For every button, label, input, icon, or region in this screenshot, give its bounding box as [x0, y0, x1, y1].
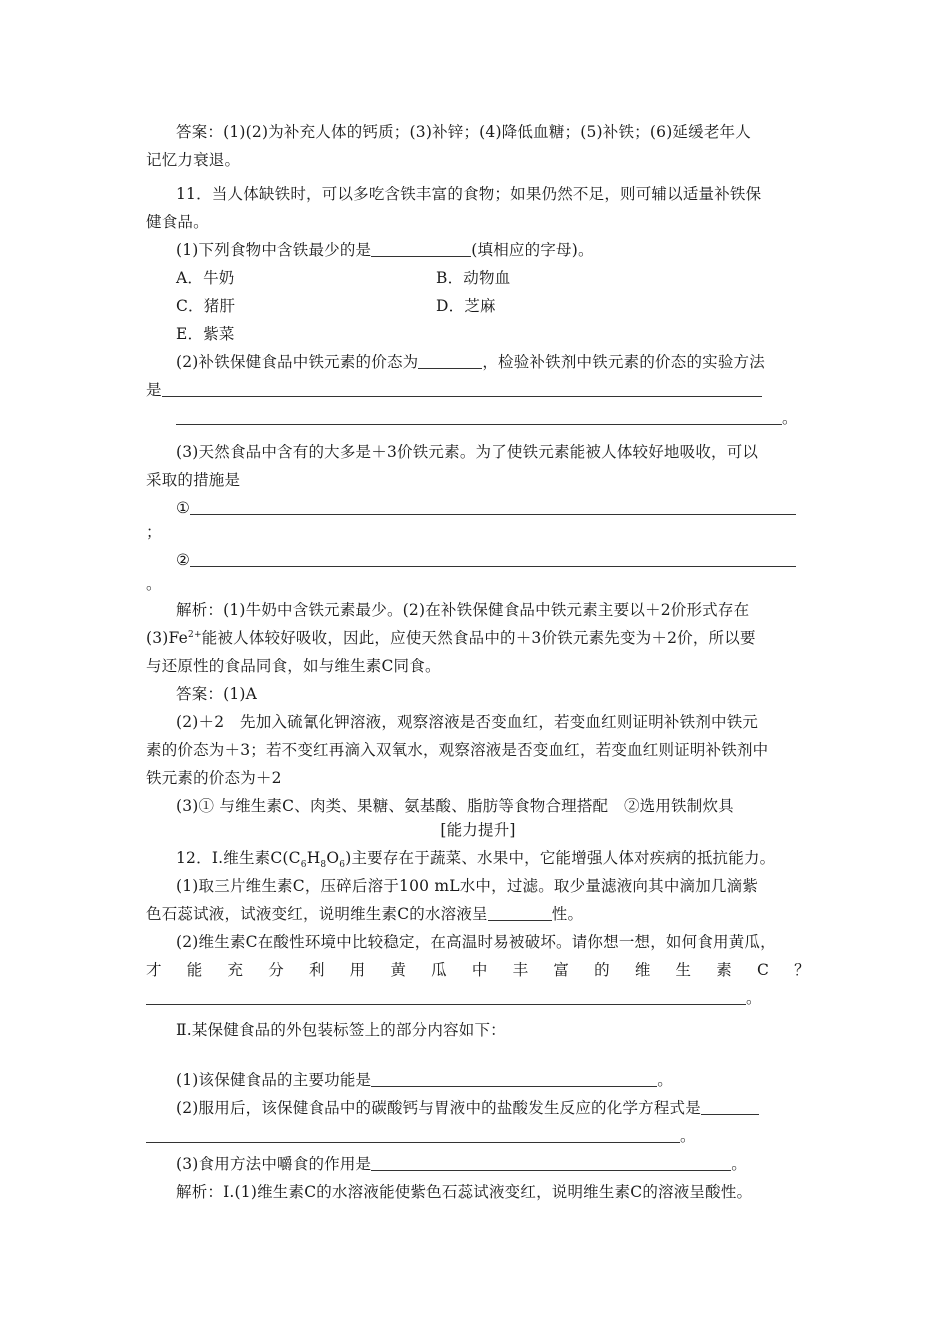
- question-11-part2-line1: [176, 348, 810, 376]
- char: 生: [675, 961, 692, 979]
- answer-11-part2-line3: 铁元素的价态为＋2: [146, 769, 282, 787]
- char: 能: [186, 961, 203, 979]
- answer-blank[interactable]: [371, 1070, 657, 1087]
- options-row-cd: [176, 292, 810, 320]
- option-c: C．猪肝: [176, 297, 236, 315]
- question-12-part2-line3: [146, 984, 810, 1012]
- answer-11-part3: (3)① 与维生素C、肉类、果糖、氨基酸、脂肪等食物合理搭配 ②选用铁制炊具: [176, 797, 734, 815]
- q12-prefix: 12．Ⅰ.维生素C(C: [176, 849, 301, 867]
- spaced-text: [146, 956, 810, 984]
- q12-II-2-prefix: (2)服用后，该保健食品中的碳酸钙与胃液中的盐酸发生反应的化学方程式是: [176, 1099, 701, 1117]
- answer-blank[interactable]: [190, 498, 796, 515]
- answer-blank[interactable]: [146, 988, 746, 1005]
- q12-o: O: [326, 849, 340, 867]
- circle-2: ②: [176, 551, 191, 569]
- char: 充: [227, 961, 244, 979]
- question-11-part3-line1: (3)天然食品中含有的大多是＋3价铁元素。为了使铁元素能被人体较好地吸收，可以: [176, 443, 759, 461]
- q11-2-is: 是: [146, 381, 162, 399]
- question-12-part2-line2: [146, 956, 810, 984]
- question-11-line2: 健食品。: [146, 213, 209, 231]
- answer-10-line1: 答案：(1)(2)为补充人体的钙质；(3)补锌；(4)降低血糖；(5)补铁；(6)延缓老年人: [176, 123, 751, 141]
- question-12-II-part3: [176, 1150, 810, 1178]
- option-b: B．动物血: [436, 269, 511, 287]
- char: 用: [349, 961, 366, 979]
- question-12-line1: [176, 844, 810, 872]
- q12-1-prefix: 色石蕊试液，试液变红，说明维生素C的水溶液呈: [146, 905, 488, 923]
- period: 。: [731, 1155, 747, 1173]
- period: 。: [746, 989, 762, 1007]
- analysis-11-line3: 与还原性的食品同食，如与维生素C同食。: [146, 657, 441, 675]
- char: 中: [471, 961, 488, 979]
- answer-blank[interactable]: [418, 352, 482, 369]
- question-12-II-part1: [176, 1066, 810, 1094]
- options-row-e: [176, 320, 810, 348]
- q12-II-3-prefix: (3)食用方法中嚼食的作用是: [176, 1155, 372, 1173]
- answer-blank[interactable]: [371, 1154, 731, 1171]
- char: 黄: [390, 961, 407, 979]
- answer-10-line2: 记忆力衰退。: [146, 151, 241, 169]
- question-12-II-part2-line2: [146, 1122, 810, 1150]
- answer-11-part1: 答案：(1)A: [176, 685, 258, 703]
- period: 。: [657, 1071, 673, 1089]
- char: 才: [146, 961, 162, 979]
- answer-11-part2-line1: (2)＋2 先加入硫氰化钾溶液，观察溶液是否变血红，若变血红则证明补铁剂中铁元: [176, 713, 759, 731]
- answer-blank[interactable]: [701, 1098, 759, 1115]
- char: 利: [308, 961, 325, 979]
- question-11-part2-line3: [176, 404, 810, 432]
- answer-blank[interactable]: [162, 380, 762, 397]
- option-d: D．芝麻: [436, 297, 496, 315]
- analysis-11-prefix: (3)Fe: [146, 629, 189, 647]
- answer-blank[interactable]: [176, 408, 782, 425]
- q11-2-middle: ，检验补铁剂中铁元素的价态的实验方法: [482, 353, 765, 371]
- question-12-part1-line1: (1)取三片维生素C，压碎后溶于100 mL水中，过滤。取少量滤液向其中滴加几滴紫: [176, 877, 759, 895]
- char: 丰: [512, 961, 529, 979]
- period: 。: [782, 409, 798, 427]
- circle-1: ①: [176, 499, 191, 517]
- question-11-part2-line2: [146, 376, 810, 404]
- question-11-line1: 11．当人体缺铁时，可以多吃含铁丰富的食物；如果仍然不足，则可辅以适量补铁保: [176, 185, 762, 203]
- answer-blank[interactable]: [146, 1126, 680, 1143]
- answer-blank[interactable]: [371, 240, 471, 257]
- period-line: 。: [146, 575, 162, 593]
- question-11-part3-line2: 采取的措施是: [146, 471, 241, 489]
- char: 分: [268, 961, 284, 979]
- char: 瓜: [431, 961, 447, 979]
- superscript: 2+: [188, 629, 202, 640]
- answer-blank[interactable]: [488, 904, 552, 921]
- question-12-part1-line2: [146, 900, 810, 928]
- section-heading: [能力提升]: [440, 821, 516, 839]
- char: 素: [716, 961, 732, 979]
- options-row-ab: [176, 264, 810, 292]
- char: ？: [794, 961, 810, 979]
- analysis-12-line1: 解析：Ⅰ.(1)维生素C的水溶液能使紫色石蕊试液变红，说明维生素C的溶液呈酸性。: [176, 1183, 753, 1201]
- option-e: E．紫菜: [176, 325, 235, 343]
- answer-blank[interactable]: [190, 550, 796, 567]
- answer-11-part2-line2: 素的价态为＋3；若不变红再滴入双氧水，观察溶液是否变血红，若变血红则证明补铁剂中: [146, 741, 769, 759]
- question-12-II-part2-line1: [176, 1094, 810, 1122]
- period: 。: [680, 1127, 696, 1145]
- option-a: A．牛奶: [176, 269, 235, 287]
- question-12-II: Ⅱ.某保健食品的外包装标签上的部分内容如下：: [176, 1021, 506, 1039]
- q12-1-suffix: 性。: [551, 905, 584, 923]
- question-12-part2-line1: (2)维生素C在酸性环境中比较稳定，在高温时易被破坏。请你想一想，如何食用黄瓜，: [176, 933, 776, 951]
- q12-II-1-prefix: (1)该保健食品的主要功能是: [176, 1071, 372, 1089]
- subscript: 8: [320, 860, 327, 871]
- q12-rest: )主要存在于蔬菜、水果中，它能增强人体对疾病的抵抗能力。: [345, 849, 776, 867]
- q12-h: H: [306, 849, 321, 867]
- question-11-part1: [176, 236, 810, 264]
- char: 维: [634, 961, 651, 979]
- analysis-11-rest: 能被人体较好吸收，因此，应使天然食品中的＋3价铁元素先变为＋2价，所以要: [201, 629, 756, 647]
- analysis-11-line2: [146, 624, 810, 652]
- char: 富: [553, 961, 570, 979]
- subscript: 6: [339, 860, 346, 871]
- char: C: [757, 961, 770, 979]
- char: 的: [594, 961, 610, 979]
- q11-1-prefix: (1)下列食物中含铁最少的是: [176, 241, 372, 259]
- q11-2-prefix: (2)补铁保健食品中铁元素的价态为: [176, 353, 419, 371]
- analysis-11-line1: 解析：(1)牛奶中含铁元素最少。(2)在补铁保健食品中铁元素主要以＋2价形式存在: [176, 601, 750, 619]
- q11-1-suffix: (填相应的字母)。: [471, 241, 594, 259]
- subscript: 6: [300, 860, 307, 871]
- semicolon-line: ；: [146, 523, 162, 541]
